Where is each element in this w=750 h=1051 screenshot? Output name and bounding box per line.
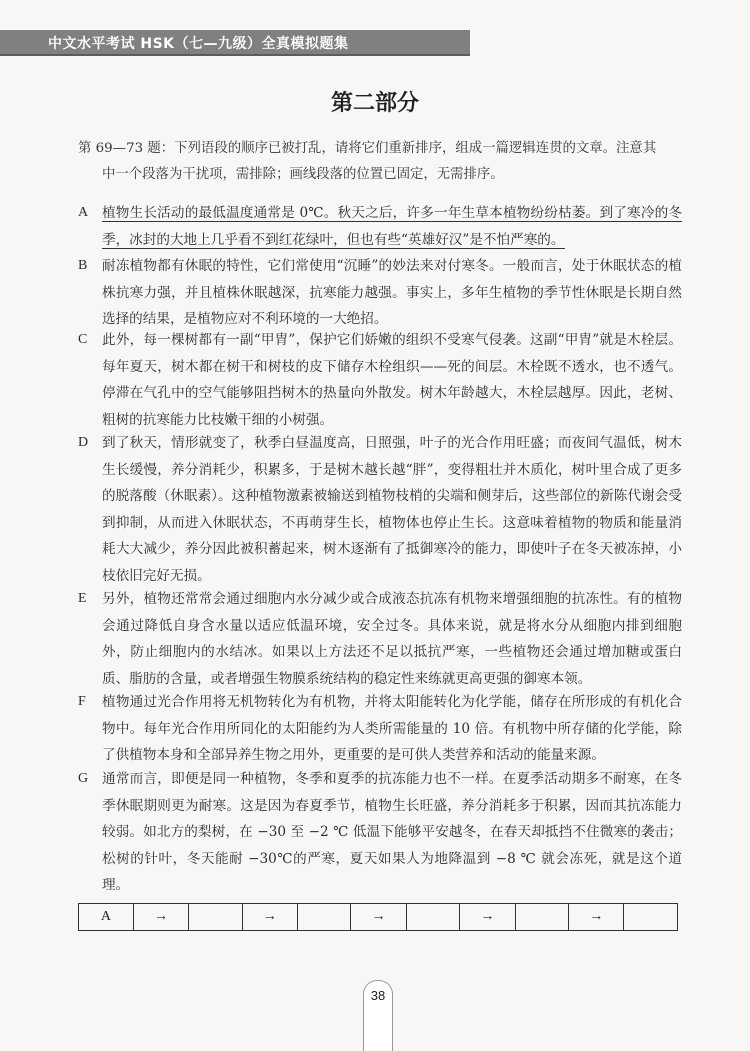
paragraph-letter: B xyxy=(78,258,88,273)
paragraph-letter: A xyxy=(78,205,89,220)
paragraph-text: 耐冻植物都有休眠的特性，它们常使用“沉睡”的妙法来对付寒冬。一般而言，处于休眠状态的植株抗寒力强，并且植株休眠越深，抗寒能力越强。事实上，多年生植物的季节性休眠是长期自然选择的结果，是植物应对不利环境的一大绝招。 xyxy=(102,258,682,327)
paragraph-letter: C xyxy=(78,332,88,347)
page-number: 38 xyxy=(370,988,386,1003)
paragraph-text: 另外，植物还常常会通过细胞内水分减少或合成液态抗冻有机物来增强细胞的抗冻性。有的植物会通过降低自身含水量以适应低温环境，安全过冬。具体来说，就是将水分从细胞内排到细胞外，防止细胞内的水结冰。如果以上方法还不足以抵抗严寒，一些植物还会通过增加糖或蛋白质、脂肪的含量，或者增强生物膜系统结构的稳定性来练就更高更强的御寒本领。 xyxy=(102,591,682,687)
arrow-cell: → xyxy=(460,904,515,931)
answer-blank-cell[interactable] xyxy=(189,904,243,931)
answer-blank-cell[interactable] xyxy=(515,904,569,931)
paragraph-letter: D xyxy=(78,435,89,450)
paragraph-f xyxy=(78,689,682,769)
paragraph-letter: G xyxy=(78,771,89,786)
arrow-cell: → xyxy=(351,904,406,931)
answer-order-table xyxy=(78,903,678,931)
paragraph-e xyxy=(78,586,682,692)
paragraph-b xyxy=(78,253,682,333)
instructions-line-2: 中一个段落为干扰项，需排除；画线段落的位置已固定，无需排序。 xyxy=(102,167,504,182)
answer-blank-cell[interactable] xyxy=(406,904,460,931)
answer-blank-cell[interactable] xyxy=(297,904,351,931)
paragraph-a xyxy=(78,200,682,253)
paragraph-text: 植物通过光合作用将无机物转化为有机物，并将太阳能转化为化学能，储存在所形成的有机化合物中。每年光合作用所同化的太阳能约为人类所需能量的 10 倍。有机物中所存储的化学能，除了供植物本身和全部异养生物之用外，更重要的是可供人类营养和活动的能量来源。 xyxy=(102,694,682,763)
paragraph-letter: F xyxy=(78,694,86,709)
paragraph-g xyxy=(78,766,682,899)
paragraph-text-underlined: 植物生长活动的最低温度通常是 0℃。秋天之后，许多一年生草本植物纷纷枯萎。到了寒冷的冬季，冰封的大地上几乎看不到红花绿叶，但也有些“英雄好汉”是不怕严寒的。 xyxy=(102,205,682,248)
section-title: 第二部分 xyxy=(330,91,419,116)
paragraph-text: 通常而言，即便是同一种植物，冬季和夏季的抗冻能力也不一样。在夏季活动期多不耐寒，在冬季休眠期则更为耐寒。这是因为春夏季节，植物生长旺盛，养分消耗多于积累，因而其抗冻能力较弱。如北方的梨树，在 −30 至 −2 ℃ 低温下能够平安越冬，在春天却抵挡不住微寒的袭击；松树的针叶，冬天能耐 −30℃的严寒，夏天如果人为地降温到 −8 ℃ 就会冻死，就是这个道理。 xyxy=(102,771,682,893)
paragraph-letter: E xyxy=(78,591,87,606)
paragraph-c xyxy=(78,327,682,433)
arrow-cell: → xyxy=(133,904,188,931)
instructions-line-1: 第 69—73 题：下列语段的顺序已被打乱，请将它们重新排序，组成一篇逻辑连贯的文章。注意其 xyxy=(78,141,657,156)
book-title: 中文水平考试 HSK（七—九级）全真模拟题集 xyxy=(48,36,349,52)
paragraph-d xyxy=(78,430,682,589)
arrow-cell: → xyxy=(569,904,624,931)
answer-cell-fixed: A xyxy=(79,904,134,931)
answer-blank-cell[interactable] xyxy=(624,904,678,931)
book-header-bar xyxy=(0,30,470,56)
arrow-cell: → xyxy=(242,904,297,931)
paragraph-text: 此外，每一棵树都有一副“甲胄”，保护它们娇嫩的组织不受寒气侵袭。这副“甲胄”就是木栓层。每年夏天，树木都在树干和树枝的皮下储存木栓组织——死的间层。木栓既不透水，也不透气。停滞在气孔中的空气能够阻挡树木的热量向外散发。树木年龄越大，木栓层越厚。因此，老树、粗树的抗寒能力比枝嫩干细的小树强。 xyxy=(102,332,682,428)
paragraph-text: 到了秋天，情形就变了，秋季白昼温度高，日照强，叶子的光合作用旺盛；而夜间气温低，树木生长缓慢，养分消耗少，积累多，于是树木越长越“胖”，变得粗壮并木质化，树叶里合成了更多的脱落酸（休眠素）。这种植物激素被输送到植物枝梢的尖端和侧芽后，这些部位的新陈代谢会受到抑制，从而进入休眠状态，不再萌芽生长，植物体也停止生长。这意味着植物的物质和能量消耗大大减少，养分因此被积蓄起来，树木逐渐有了抵御寒冷的能力，即使叶子在冬天被冻掉，小枝依旧完好无损。 xyxy=(102,435,682,584)
instructions xyxy=(78,136,678,188)
